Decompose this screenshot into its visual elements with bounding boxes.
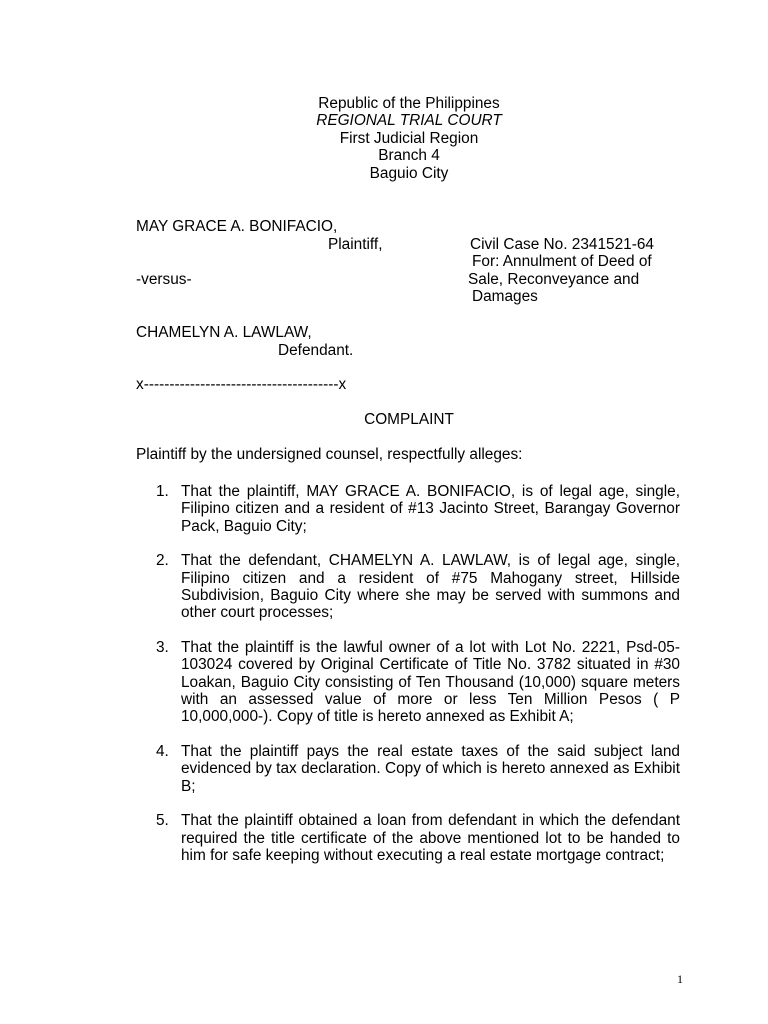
defendant-role: Defendant. <box>278 342 354 359</box>
page-number: 1 <box>677 972 683 986</box>
item-text: That the plaintiff pays the real estate taxes of the said subject land evidenced by tax declaration. Copy of which is hereto annexed as Exhibit B; <box>181 742 680 795</box>
versus-label: -versus- <box>136 271 192 288</box>
item-text: That the plaintiff is the lawful owner of a lot with Lot No. 2221, Psd-05-103024 covered by Original Certificate of Title No. 3782 situated in #30 Loakan, Baguio City consisting of Ten Thousand (10,000) square meters with an assessed value of more or less Ten Million Pesos ( P 10,000,000-). Copy of title is hereto annexed as Exhibit A; <box>181 638 680 726</box>
list-item <box>156 639 680 726</box>
item-text: That the defendant, CHAMELYN A. LAWLAW, is of legal age, single, Filipino citizen and a resident of #75 Mahogany street, Hillside Subdivision, Baguio City where she may be served with summons and other court processes; <box>181 552 680 622</box>
header-branch: Branch 4 <box>378 147 440 164</box>
plaintiff-name: MAY GRACE A. BONIFACIO, <box>136 218 338 235</box>
item-number: 1. <box>156 483 169 500</box>
case-number: Civil Case No. 2341521-64 <box>470 236 654 253</box>
list-item <box>156 483 680 535</box>
list-item <box>156 812 680 864</box>
case-for-line-2: Sale, Reconveyance and <box>468 271 640 288</box>
item-number: 2. <box>156 552 169 570</box>
allegations-list <box>156 483 680 881</box>
case-for-line-3: Damages <box>472 288 538 305</box>
item-text: That the plaintiff, MAY GRACE A. BONIFACIO, is of legal age, single, Filipino citizen and a resident of #13 Jacinto Street, Barangay Governor Pack, Baguio City; <box>181 483 680 535</box>
intro-paragraph: Plaintiff by the undersigned counsel, respectfully alleges: <box>136 446 523 463</box>
item-text: That the plaintiff obtained a loan from defendant in which the defendant required the title certificate of the above mentioned lot to be handed to him for safe keeping without executing a real estate mortgage contract; <box>181 812 680 864</box>
header-court: REGIONAL TRIAL COURT <box>316 112 502 129</box>
item-number: 5. <box>156 812 169 830</box>
header-region: First Judicial Region <box>339 130 479 147</box>
document-title: COMPLAINT <box>364 411 454 428</box>
header-city: Baguio City <box>369 165 449 182</box>
defendant-name: CHAMELYN A. LAWLAW, <box>136 324 312 341</box>
case-for-line-1: For: Annulment of Deed of <box>472 253 652 270</box>
list-item <box>156 743 680 795</box>
header-republic: Republic of the Philippines <box>318 95 500 112</box>
item-number: 3. <box>156 638 169 656</box>
list-item <box>156 552 680 622</box>
caption-divider: x--------------------------------------x <box>136 376 347 393</box>
item-number: 4. <box>156 742 169 760</box>
plaintiff-role: Plaintiff, <box>328 236 383 253</box>
